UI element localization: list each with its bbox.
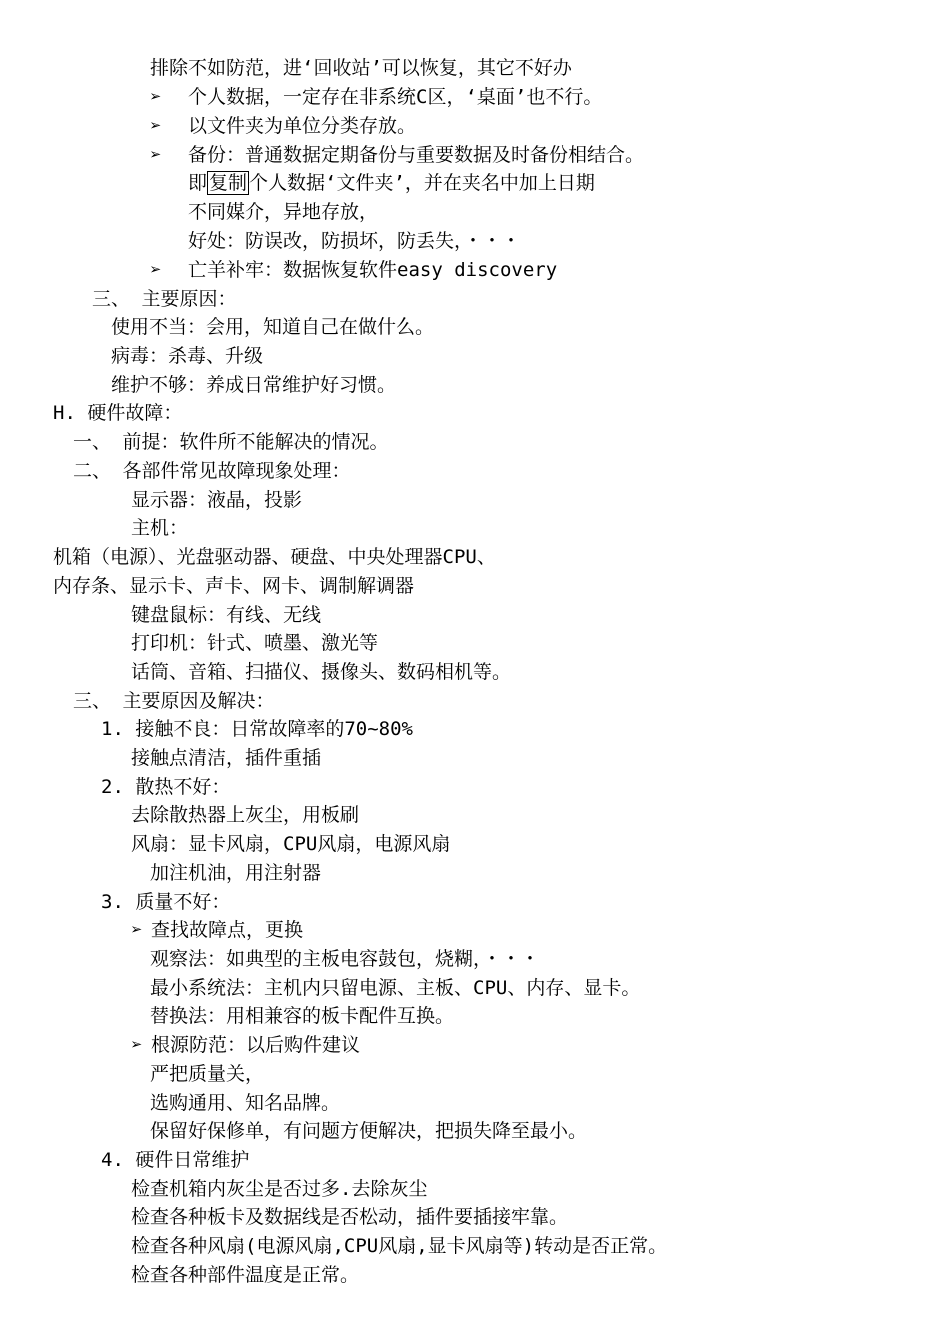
list-item-text: 根源防范：以后购件建议: [151, 1034, 361, 1056]
para: 检查机箱内灰尘是否过多.去除灰尘: [131, 1178, 428, 1200]
section-heading: 二、 各部件常见故障现象处理：: [73, 460, 351, 482]
arrow-bullet-icon: ➢: [150, 144, 162, 166]
para: 内存条、显示卡、声卡、网卡、调制解调器: [53, 575, 415, 597]
list-item: [131, 918, 303, 942]
list-item-text: 以文件夹为单位分类存放。: [188, 115, 417, 137]
ellipsis: ・・・: [482, 948, 540, 970]
numbered-item: 1. 接触不良：日常故障率的70~80%: [101, 718, 413, 740]
para: 替换法：用相兼容的板卡配件互换。: [150, 1005, 455, 1027]
para: 话筒、音箱、扫描仪、摄像头、数码相机等。: [131, 661, 512, 683]
para: 打印机：针式、喷墨、激光等: [131, 632, 379, 654]
numbered-item: 4. 硬件日常维护: [101, 1149, 250, 1171]
text-segment: 个人数据‘文件夹’，并在夹名中加上日期: [249, 172, 595, 194]
chapter-heading: H. 硬件故障：: [53, 402, 183, 424]
para: 机箱（电源）、光盘驱动器、硬盘、中央处理器CPU、: [53, 546, 496, 568]
arrow-bullet-icon: ➢: [150, 86, 162, 108]
para: [150, 947, 540, 971]
list-item: [150, 85, 602, 109]
para: 接触点清洁，插件重插: [131, 747, 322, 769]
text-segment: 即: [188, 172, 208, 194]
para: 检查各种部件温度是正常。: [131, 1264, 360, 1286]
boxed-word: 复制: [209, 172, 248, 194]
para-intro: 排除不如防范，进‘回收站’可以恢复，其它不好办: [150, 57, 572, 79]
section-heading: 一、 前提：软件所不能解决的情况。: [73, 431, 389, 453]
para: 维护不够：养成日常维护好习惯。: [111, 374, 397, 396]
arrow-bullet-icon: ➢: [150, 115, 162, 137]
list-item-text: 个人数据，一定存在非系统C区，‘桌面’也不行。: [188, 86, 603, 108]
para: 风扇：显卡风扇，CPU风扇，电源风扇: [131, 833, 451, 855]
arrow-bullet-icon: ➢: [131, 1034, 143, 1056]
para: 严把质量关，: [150, 1063, 265, 1085]
para: 主机：: [131, 517, 189, 539]
list-item: [150, 258, 557, 282]
list-subline: 不同媒介，异地存放，: [188, 201, 379, 223]
para: 病毒：杀毒、升级: [111, 345, 264, 367]
list-item-text: 亡羊补牢：数据恢复软件easy discovery: [188, 259, 558, 281]
para: 选购通用、知名品牌。: [150, 1092, 341, 1114]
numbered-item: 2. 散热不好：: [101, 776, 231, 798]
text-segment: 观察法：如典型的主板电容鼓包，烧糊，: [150, 948, 483, 970]
para: 使用不当：会用，知道自己在做什么。: [111, 316, 435, 338]
section-heading: 三、 主要原因及解决：: [73, 690, 275, 712]
para: 检查各种风扇(电源风扇,CPU风扇,显卡风扇等)转动是否正常。: [131, 1235, 668, 1257]
list-item: [131, 1033, 360, 1057]
arrow-bullet-icon: ➢: [131, 919, 143, 941]
list-item: [150, 114, 416, 138]
ellipsis: ・・・: [463, 230, 521, 252]
para: 显示器：液晶，投影: [131, 489, 303, 511]
section-heading: 三、 主要原因：: [92, 288, 237, 310]
list-item-text: 备份：普通数据定期备份与重要数据及时备份相结合。: [188, 144, 645, 166]
numbered-item: 3. 质量不好：: [101, 891, 231, 913]
para: 去除散热器上灰尘，用板刷: [131, 804, 360, 826]
para: 最小系统法：主机内只留电源、主板、CPU、内存、显卡。: [150, 977, 641, 999]
list-subline: [188, 171, 595, 195]
arrow-bullet-icon: ➢: [150, 259, 162, 281]
list-item: [150, 143, 644, 167]
para: 键盘鼠标：有线、无线: [131, 604, 322, 626]
text-segment: 好处：防误改，防损坏，防丢失，: [188, 230, 464, 252]
para: 保留好保修单，有问题方便解决，把损失降至最小。: [150, 1120, 588, 1142]
list-subline: [188, 229, 521, 253]
list-item-text: 查找故障点，更换: [151, 919, 304, 941]
para: 检查各种板卡及数据线是否松动，插件要插接牢靠。: [131, 1206, 569, 1228]
para: 加注机油，用注射器: [150, 862, 322, 884]
